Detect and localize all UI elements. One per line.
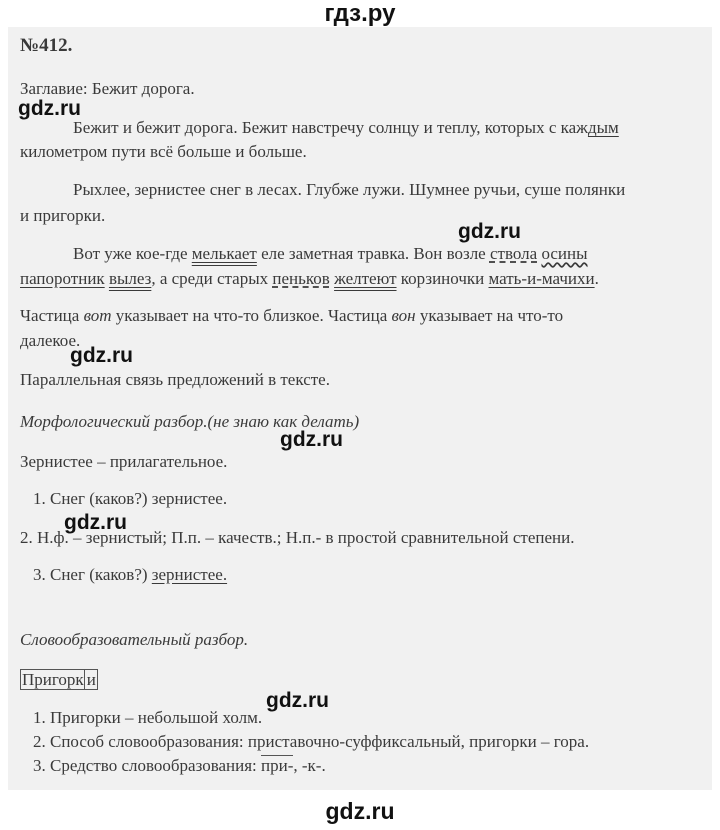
word-item-3: 3. Средство словообразования: при-, -к-. bbox=[33, 756, 326, 775]
word-analysis bbox=[20, 670, 98, 690]
morph-item-3: 3. Снег (каков?) зернистее. bbox=[33, 565, 228, 584]
morph-item-1: 1. Снег (каков?) зернистее. bbox=[33, 489, 228, 508]
word-item-1: 1. Пригорки – небольшой холм. bbox=[33, 708, 263, 727]
para3-line1: Вот уже кое-где мелькает еле заметная травка. Вон возле ствола осины bbox=[73, 244, 588, 263]
word-ending: и bbox=[84, 670, 96, 689]
textbook-page bbox=[8, 27, 712, 790]
suffix-mark: -к- bbox=[301, 756, 322, 775]
particle-line1: Частица вот указывает на что-то близкое. Частица вон указывает на что-то bbox=[20, 306, 564, 325]
para1-line1: Бежит и бежит дорога. Бежит навстречу солнцу и теплу, которых с каждым bbox=[73, 118, 619, 137]
task-number: №412. bbox=[20, 35, 73, 56]
watermark: gdz.ru bbox=[18, 97, 81, 120]
word-item-2: 2. Способ словообразования: приставочно-суффиксальный, пригорки – гора. bbox=[33, 732, 590, 751]
morph-heading: Морфологический разбор.(не знаю как делать) bbox=[20, 412, 360, 431]
watermark: gdz.ru bbox=[64, 511, 127, 534]
footer-watermark: gdz.ru bbox=[325, 798, 395, 824]
para2-line1: Рыхлее, зернистее снег в лесах. Глубже лужи. Шумнее ручьи, суше полянки bbox=[73, 180, 626, 199]
prefix-mark: при- bbox=[261, 756, 294, 775]
morph-word: Зернистее – прилагательное. bbox=[20, 452, 228, 471]
word-stem: Пригорк bbox=[22, 670, 84, 689]
parallel-line: Параллельная связь предложений в тексте. bbox=[20, 370, 330, 389]
para1-line2: километром пути всё больше и больше. bbox=[20, 142, 307, 161]
site-header: гдз.ру bbox=[324, 0, 396, 27]
particle-line2: далекое. bbox=[20, 331, 81, 350]
word-heading: Словообразовательный разбор. bbox=[20, 630, 249, 649]
para3-line2: папоротник вылез, а среди старых пеньков желтеют корзиночки мать-и-мачихи. bbox=[20, 269, 599, 288]
watermark: gdz.ru bbox=[280, 428, 343, 451]
title-line: Заглавие: Бежит дорога. bbox=[20, 79, 195, 98]
para2-line2: и пригорки. bbox=[20, 206, 106, 225]
watermark: gdz.ru bbox=[458, 220, 521, 243]
watermark: gdz.ru bbox=[70, 344, 133, 367]
watermark: gdz.ru bbox=[266, 689, 329, 712]
morph-item-2: 2. Н.ф. – зернистый; П.п. – качеств.; Н.п.- в простой сравнительной степени. bbox=[20, 528, 575, 547]
